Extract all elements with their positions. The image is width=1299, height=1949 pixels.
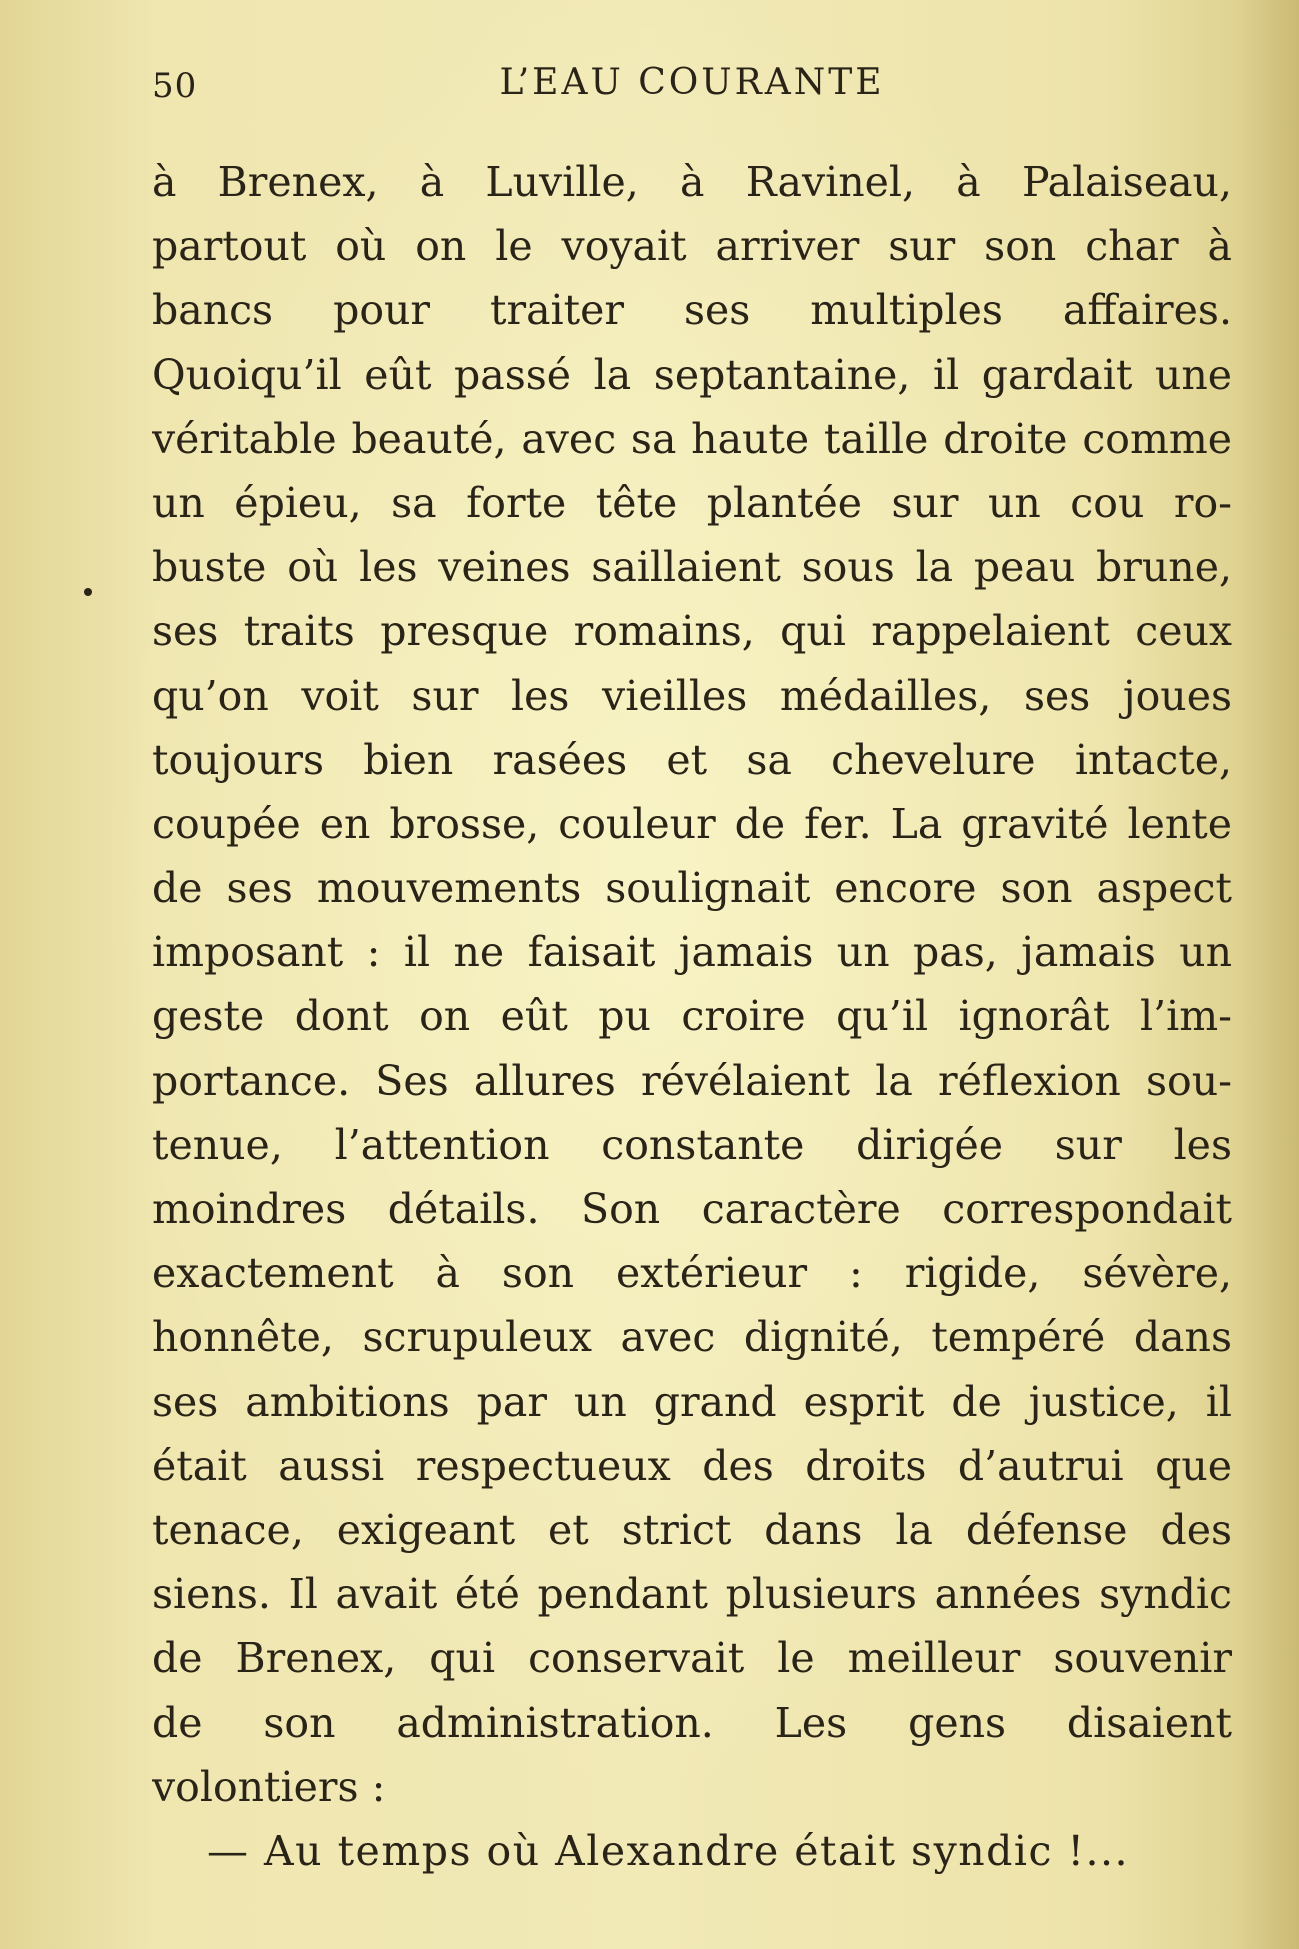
running-title: L’EAU COURANTE	[499, 62, 885, 103]
text-line: toujours bien rasées et sa chevelure intacte,	[152, 735, 1232, 784]
ink-speck	[84, 588, 92, 596]
text-line: exactement à son extérieur : rigide, sévère,	[152, 1249, 1232, 1298]
text-line: tenue, l’attention constante dirigée sur les	[152, 1120, 1232, 1169]
text-line: bancs pour traiter ses multiples affaires.	[152, 286, 1232, 335]
text-line: de son administration. Les gens disaient	[152, 1698, 1232, 1747]
text-line: ses traits presque romains, qui rappelaient ceux	[152, 607, 1232, 656]
page-edge-shadow	[1239, 0, 1299, 1949]
text-line: geste dont on eût pu croire qu’il ignorât l’im-	[152, 992, 1232, 1041]
text-line: de Brenex, qui conservait le meilleur souvenir	[152, 1634, 1232, 1683]
page-header	[152, 58, 1232, 118]
body-text	[152, 150, 1232, 1883]
text-line: véritable beauté, avec sa haute taille droite comme	[152, 414, 1232, 463]
text-line: volontiers :	[152, 1762, 386, 1811]
text-line: moindres détails. Son caractère correspondait	[152, 1185, 1232, 1233]
page-number: 50	[152, 66, 198, 106]
text-line: un épieu, sa forte tête plantée sur un cou ro-	[152, 478, 1232, 527]
text-line: partout où on le voyait arriver sur son char à	[152, 222, 1232, 271]
text-line: à Brenex, à Luville, à Ravinel, à Palaiseau,	[152, 158, 1232, 206]
text-line: qu’on voit sur les vieilles médailles, ses joues	[152, 671, 1232, 720]
text-line: honnête, scrupuleux avec dignité, tempéré dans	[152, 1313, 1232, 1362]
text-line: tenace, exigeant et strict dans la défense des	[152, 1505, 1232, 1554]
text-line: ses ambitions par un grand esprit de justice, il	[152, 1377, 1232, 1426]
text-line: coupée en brosse, couleur de fer. La gravité lente	[152, 799, 1232, 848]
text-line: imposant : il ne faisait jamais un pas, jamais un	[152, 928, 1232, 977]
text-line: siens. Il avait été pendant plusieurs années syndic	[152, 1570, 1232, 1619]
text-line: était aussi respectueux des droits d’autrui que	[152, 1441, 1232, 1490]
text-line: Quoiqu’il eût passé la septantaine, il gardait une	[152, 350, 1232, 399]
text-line: de ses mouvements soulignait encore son aspect	[152, 864, 1232, 913]
text-line: portance. Ses allures révélaient la réflexion sou-	[152, 1056, 1232, 1105]
text-line: buste où les veines saillaient sous la peau brune,	[152, 543, 1232, 592]
dialogue-line: — Au temps où Alexandre était syndic !...	[207, 1826, 1130, 1875]
